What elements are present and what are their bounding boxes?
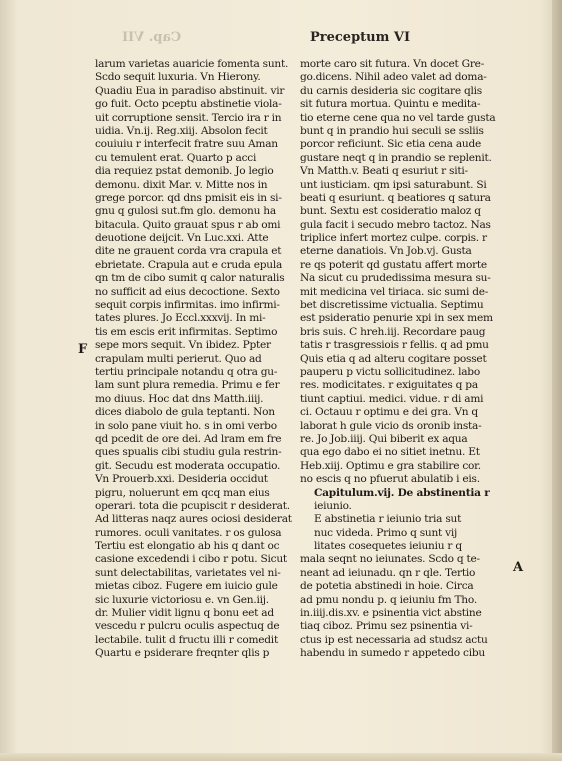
text-line: ci. Octauu r optimu e dei gra. Vn q [300, 406, 478, 419]
text-line: Na sicut cu prudedissima mesura su- [300, 272, 491, 285]
text-line: est psideratio penurie xpi in sex mem [300, 312, 493, 325]
text-line: crapulam multi perierut. Quo ad [95, 352, 262, 365]
text-line: ebrietate. Crapula aut e cruda epula [95, 258, 283, 271]
text-line: in.iiij.dis.xv. e psinentia vict abstine [300, 607, 482, 620]
text-line: du carnis desideria sic cogitare qlis [300, 84, 482, 97]
margin-letter-f: F [78, 342, 88, 357]
text-line: dia requiez pstat demonib. Jo legio [95, 165, 274, 178]
text-line: lam sunt plura remedia. Primu e fer [95, 379, 280, 392]
text-line: bunt q in prandio hui seculi se ssliis [300, 124, 484, 137]
text-line: ieiunio. [314, 499, 352, 512]
text-line: Quartu e psiderare freqnter qlis p [95, 647, 270, 660]
text-line: grege porcor. qd dns pmisit eis in si- [95, 191, 282, 204]
text-line: dices diabolo de gula teptanti. Non [95, 406, 275, 419]
text-line: gustare neqt q in prandio se replenit. [300, 151, 492, 164]
text-line: Vn Prouerb.xxi. Desideria occidut [95, 473, 268, 486]
text-line: mo diuus. Hoc dat dns Matth.iiij. [95, 392, 264, 405]
text-line: tis em escis erit infirmitas. Septimo [95, 325, 278, 338]
page-edge-right [552, 0, 562, 761]
text-line: gnu q gulosi sut.fm glo. demonu ha [95, 205, 276, 218]
text-line: re qs poterit qd gustatu affert morte [300, 258, 487, 271]
text-line: beati q esuriunt. q beatiores q satura [300, 191, 491, 204]
text-line: larum varietas auaricie fomenta sunt. [95, 58, 289, 70]
text-line: no escis q no pfuerut abulatib i eis. [300, 473, 480, 486]
text-line: uidia. Vn.ij. Reg.xiij. Absolon fecit [95, 124, 268, 137]
text-line: rumores. oculi vanitates. r os gulosa [95, 526, 282, 539]
text-line: dr. Mulier vidit lignu q bonu eet ad [95, 607, 274, 620]
text-line: nuc videda. Primo q sunt vij [314, 526, 458, 539]
text-line: eterne danatiois. Vn Job.vj. Gusta [300, 245, 472, 258]
text-line: re. Jo Job.iiij. Qui biberit ex aqua [300, 432, 468, 445]
text-line: tiaq ciboz. Primu sez psinentia vi- [300, 620, 473, 633]
text-line: res. modicitates. r exiguitates q pa [300, 379, 478, 392]
text-line: sit futura mortua. Quintu e medita- [300, 98, 481, 111]
text-line: in solo pane viuit ho. s in omi verbo [95, 419, 277, 432]
text-line: tio eterne cene qua no vel tarde gusta [300, 111, 496, 124]
text-line: bris suis. C hreh.iij. Recordare paug [300, 325, 486, 338]
text-line: go fuit. Octo pceptu abstinetie viola- [95, 98, 282, 111]
text-line: Tertiu est elongatio ab his q dant oc [95, 540, 280, 553]
text-line: vescedu r pulcru oculis aspectuq de [95, 620, 280, 633]
text-line: uit corruptione sensit. Tercio ira r in [95, 111, 282, 124]
text-line: Ad litteras naqz aures ociosi desiderat [95, 513, 292, 526]
text-line: mit medicina vel tiriaca. sic sumi de- [300, 285, 489, 298]
text-line: sepe mors sequit. Vn ibidez. Ppter [95, 339, 271, 352]
right-text-column [300, 58, 512, 661]
text-line: ad pmu nondu p. q ieiuniu fm Tho. [300, 593, 477, 606]
text-line: ques spualis cibi studiu gula restrin- [95, 446, 282, 459]
text-line: Quis etia q ad alteru cogitare posset [300, 352, 487, 365]
page-edge-bottom [0, 753, 562, 761]
running-head-title: Preceptum VI [310, 30, 411, 45]
text-line: git. Secudu est moderata occupatio. [95, 459, 281, 472]
text-line: pauperu p victu sollicitudinez. labo [300, 365, 480, 378]
text-line: litates cosequetes ieiuniu r q [314, 540, 462, 553]
text-line: tatis r trasgressiois r fellis. q ad pmu [300, 339, 489, 352]
text-line: gula facit i secudo mebro tactoz. Nas [300, 218, 491, 231]
text-line: cu temulent erat. Quarto p acci [95, 151, 257, 164]
text-line: Vn Matth.v. Beati q esuriut r siti- [300, 165, 468, 178]
text-line: tertiu principale notandu q otra gu- [95, 365, 278, 378]
text-line: bunt. Sextu est cosideratio maloz q [300, 205, 481, 218]
text-line: mala seqnt no ieiunates. Scdo q te- [300, 553, 480, 566]
text-line: go.dicens. Nihil adeo valet ad doma- [300, 71, 487, 84]
text-line: Heb.xiij. Optimu e gra stabilire cor. [300, 459, 481, 472]
text-line: bet discretissime victualia. Septimu [300, 299, 484, 312]
text-line: sic luxurie victoriosu e. vn Gen.iij. [95, 593, 269, 606]
text-line: morte caro sit futura. Vn docet Gre- [300, 58, 485, 70]
text-line: dite ne grauent corda vra crapula et [95, 245, 282, 258]
text-line: lectabile. tulit d fructu illi r comedit [95, 633, 278, 646]
text-line: operari. tota die pcupiscit r desiderat. [95, 499, 290, 512]
left-text-column [95, 58, 300, 661]
text-line: casione excedendi i cibo r potu. Sicut [95, 553, 287, 566]
text-line: couiuiu r interfecit fratre suu Aman [95, 138, 278, 151]
text-line: pigru, noluerunt em qcq man eius [95, 486, 270, 499]
text-line: porcor reficiunt. Sic etia cena aude [300, 138, 482, 151]
text-line: tates plures. Jo Eccl.xxxvij. In mi- [95, 312, 266, 325]
margin-letter-a: A [513, 560, 524, 575]
text-line: qn tm de cibo sumit q calor naturalis [95, 272, 285, 285]
running-head [60, 28, 530, 54]
text-line: demonu. dixit Mar. v. Mitte nos in [95, 178, 268, 191]
text-line: mietas ciboz. Fugere em iuicio gule [95, 580, 278, 593]
text-line: habendu in sumedo r appetedo cibu [300, 647, 485, 660]
text-line: triplice infert mortez culpe. corpis. r [300, 232, 487, 245]
text-line: Scdo sequit luxuria. Vn Hierony. [95, 71, 261, 84]
text-line: sunt delectabilitas, varietates vel ni- [95, 566, 281, 579]
text-line: deuotione deijcit. Vn Luc.xxi. Atte [95, 232, 269, 245]
text-line: sequit corpis infirmitas. imo infirmi- [95, 299, 280, 312]
text-line: laborat h gule vicio ds oronib insta- [300, 419, 482, 432]
text-line: unt iusticiam. qm ipsi saturabunt. Si [300, 178, 487, 191]
text-line: neant ad ieiunadu. qn r qle. Tertio [300, 566, 476, 579]
text-line: bitacula. Quito grauat spus r ab omi [95, 218, 281, 231]
text-line: tiunt captiui. medici. vidue. r di ami [300, 392, 484, 405]
text-line: E abstinetia r ieiunio tria sut [314, 513, 462, 526]
text-line: de potetia abstinedi in hoie. Circa [300, 580, 474, 593]
text-line: Capitulum.vij. De abstinentia r [314, 486, 490, 499]
text-line: Quadiu Eua in paradiso abstinuit. vir [95, 84, 285, 97]
text-line: ctus ip est necessaria ad studsz actu [300, 633, 488, 646]
text-line: no sufficit ad eius decoctione. Sexto [95, 285, 280, 298]
text-line: qua ego dabo ei no sitiet inetnu. Et [300, 446, 480, 459]
text-line: qd pcedit de ore dei. Ad lram em fre [95, 432, 282, 445]
running-head-show-through: Cap. VII [122, 30, 182, 45]
